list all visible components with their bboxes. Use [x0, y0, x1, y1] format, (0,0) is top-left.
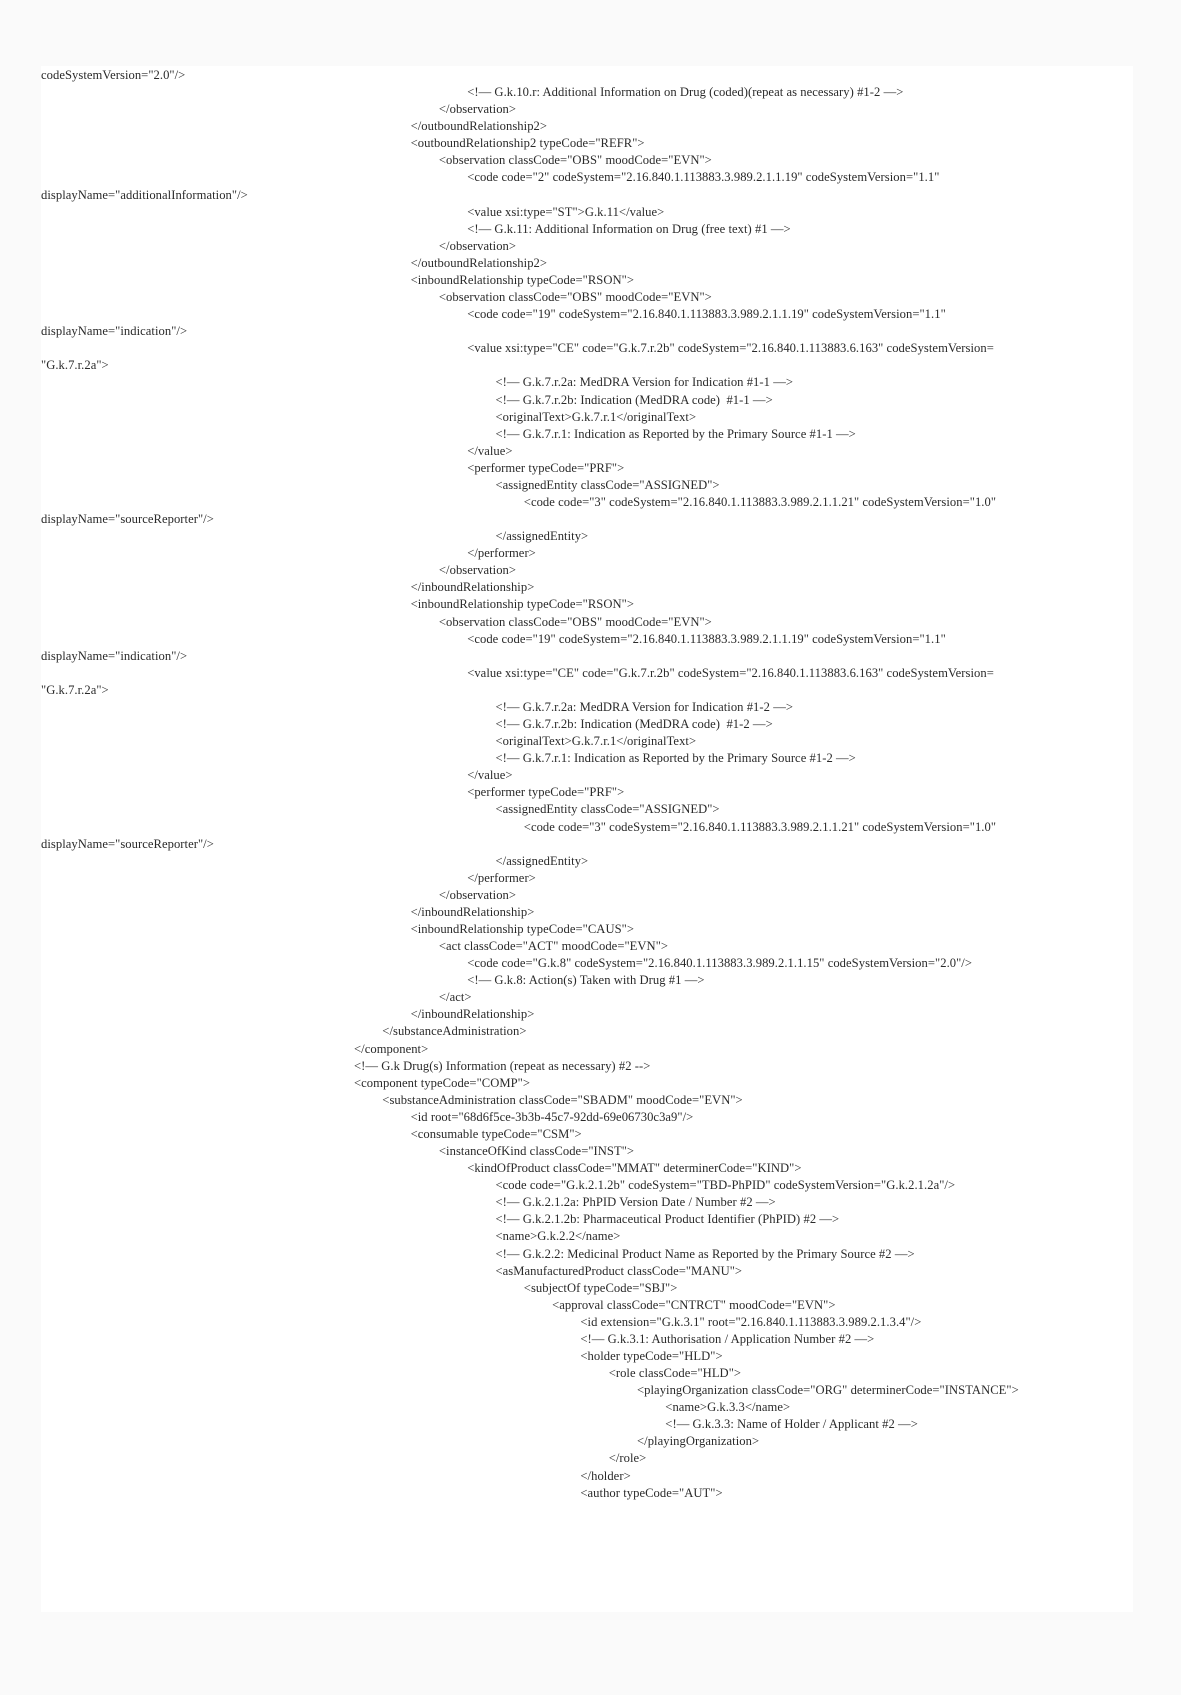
code-line: </role>: [608, 1451, 647, 1466]
code-line: <originalText>G.k.7.r.1</originalText>: [495, 409, 697, 424]
code-line: </outboundRelationship2>: [410, 119, 548, 134]
code-line: </act>: [438, 990, 472, 1005]
code-line: <observation classCode="OBS" moodCode="EVN">: [438, 290, 712, 305]
code-line: <inboundRelationship typeCode="RSON">: [410, 597, 634, 612]
code-line: <code code="2" codeSystem="2.16.840.1.113883.3.989.2.1.1.19" codeSystemVersion="1.1": [467, 170, 940, 185]
code-line: <act classCode="ACT" moodCode="EVN">: [438, 939, 669, 954]
code-line: <name>G.k.3.3</name>: [665, 1400, 791, 1415]
code-line: </inboundRelationship>: [410, 1007, 535, 1022]
code-line: <code code="G.k.2.1.2b" codeSystem="TBD-PhPID" codeSystemVersion="G.k.2.1.2a"/>: [495, 1178, 956, 1193]
code-line: <code code="G.k.8" codeSystem="2.16.840.1.113883.3.989.2.1.1.15" codeSystemVersion="2.0"/>: [467, 956, 973, 971]
code-line: <!— G.k.3.3: Name of Holder / Applicant #2 —>: [665, 1417, 918, 1432]
code-line: <originalText>G.k.7.r.1</originalText>: [495, 734, 697, 749]
code-line: <!— G.k.8: Action(s) Taken with Drug #1 —>: [467, 973, 705, 988]
code-line: <approval classCode="CNTRCT" moodCode="EVN">: [552, 1297, 836, 1312]
code-line: <!— G.k.7.r.1: Indication as Reported by the Primary Source #1-1 —>: [495, 426, 856, 441]
code-line-wrapped: displayName="indication"/>: [41, 648, 188, 663]
code-line-wrapped: displayName="additionalInformation"/>: [41, 187, 248, 202]
code-line: <assignedEntity classCode="ASSIGNED">: [495, 477, 720, 492]
code-line: <!— G.k.2.1.2b: Pharmaceutical Product Identifier (PhPID) #2 —>: [495, 1212, 840, 1227]
code-line: </observation>: [438, 238, 517, 253]
code-line: <observation classCode="OBS" moodCode="EVN">: [438, 153, 712, 168]
code-line: <!— G.k.2.2: Medicinal Product Name as Reported by the Primary Source #2 —>: [495, 1246, 915, 1261]
code-line: <code code="19" codeSystem="2.16.840.1.113883.3.989.2.1.1.19" codeSystemVersion="1.1": [467, 631, 946, 646]
code-line: <!— G.k.7.r.2a: MedDRA Version for Indication #1-2 —>: [495, 699, 793, 714]
code-line: <consumable typeCode="CSM">: [410, 1126, 582, 1141]
code-line: <substanceAdministration classCode="SBADM" moodCode="EVN">: [382, 1092, 743, 1107]
code-line: <id root="68d6f5ce-3b3b-45c7-92dd-69e06730c3a9"/>: [410, 1109, 694, 1124]
code-line: <code code="3" codeSystem="2.16.840.1.113883.3.989.2.1.1.21" codeSystemVersion="1.0": [523, 495, 997, 509]
code-line: <observation classCode="OBS" moodCode="EVN">: [438, 614, 712, 629]
code-line-wrapped: "G.k.7.r.2a">: [41, 358, 109, 373]
code-line: </outboundRelationship2>: [410, 255, 548, 270]
code-line: <inboundRelationship typeCode="RSON">: [410, 272, 634, 287]
code-line: <!— G.k.7.r.2b: Indication (MedDRA code) #1-1 —>: [495, 392, 773, 407]
code-line: </value>: [467, 768, 513, 783]
code-line: </playingOrganization>: [637, 1434, 760, 1449]
code-line: <code code="3" codeSystem="2.16.840.1.113883.3.989.2.1.1.21" codeSystemVersion="1.0": [523, 819, 997, 834]
code-line: </holder>: [580, 1468, 631, 1483]
code-line: <!— G.k.3.1: Authorisation / Application Number #2 —>: [580, 1331, 875, 1346]
code-line: <asManufacturedProduct classCode="MANU">: [495, 1263, 743, 1278]
code-line: </observation>: [438, 887, 517, 902]
code-line-wrapped: displayName="sourceReporter"/>: [41, 836, 214, 851]
code-line: <!— G.k.10.r: Additional Information on Drug (coded)(repeat as necessary) #1-2 —>: [467, 85, 904, 100]
code-line: <!— G.k.2.1.2a: PhPID Version Date / Number #2 —>: [495, 1195, 776, 1210]
code-line: <role classCode="HLD">: [608, 1366, 742, 1381]
code-line: <instanceOfKind classCode="INST">: [438, 1144, 635, 1159]
code-line: </component>: [354, 1041, 429, 1056]
code-line: <!— G.k.7.r.2a: MedDRA Version for Indication #1-1 —>: [495, 375, 793, 390]
code-line: <author typeCode="AUT">: [580, 1485, 723, 1500]
code-line: </observation>: [438, 563, 517, 578]
code-line: </inboundRelationship>: [410, 580, 535, 595]
code-line: </value>: [467, 443, 513, 458]
code-line: <holder typeCode="HLD">: [580, 1349, 723, 1363]
code-line: </performer>: [467, 870, 536, 885]
code-line: <id extension="G.k.3.1" root="2.16.840.1.113883.3.989.2.1.3.4"/>: [580, 1314, 922, 1329]
code-line: <component typeCode="COMP">: [354, 1075, 531, 1090]
code-line: <value xsi:type="CE" code="G.k.7.r.2b" codeSystem="2.16.840.1.113883.6.163" codeSystemVersion=: [467, 665, 994, 680]
code-line: <performer typeCode="PRF">: [467, 460, 625, 475]
code-line: <!— G.k.7.r.2b: Indication (MedDRA code) #1-2 —>: [495, 717, 773, 732]
code-line: </substanceAdministration>: [382, 1024, 527, 1039]
code-line: </observation>: [438, 102, 517, 117]
code-line: </performer>: [467, 546, 536, 561]
code-line: <inboundRelationship typeCode="CAUS">: [410, 922, 634, 936]
code-line: <assignedEntity classCode="ASSIGNED">: [495, 802, 720, 817]
code-line-wrapped: displayName="indication"/>: [41, 324, 188, 339]
code-line: </assignedEntity>: [495, 853, 589, 868]
document-page: [41, 66, 1133, 1612]
code-line: </assignedEntity>: [495, 529, 589, 544]
code-line: <value xsi:type="ST">G.k.11</value>: [467, 204, 665, 219]
code-line: <!— G.k Drug(s) Information (repeat as necessary) #2 -->: [354, 1058, 651, 1073]
code-line: <playingOrganization classCode="ORG" determinerCode="INSTANCE">: [637, 1383, 1019, 1398]
code-line: <!— G.k.11: Additional Information on Drug (free text) #1 —>: [467, 221, 791, 236]
code-line: <code code="19" codeSystem="2.16.840.1.113883.3.989.2.1.1.19" codeSystemVersion="1.1": [467, 307, 946, 322]
code-line: <kindOfProduct classCode="MMAT" determinerCode="KIND">: [467, 1161, 802, 1176]
code-line: <name>G.k.2.2</name>: [495, 1229, 621, 1244]
code-line: <subjectOf typeCode="SBJ">: [523, 1280, 678, 1295]
code-line-wrapped: displayName="sourceReporter"/>: [41, 512, 214, 527]
code-line-wrapped: codeSystemVersion="2.0"/>: [41, 68, 186, 82]
code-line: <value xsi:type="CE" code="G.k.7.r.2b" codeSystem="2.16.840.1.113883.6.163" codeSystemVersion=: [467, 341, 994, 356]
code-line: </inboundRelationship>: [410, 904, 535, 919]
code-line: <outboundRelationship2 typeCode="REFR">: [410, 136, 645, 151]
code-line: <!— G.k.7.r.1: Indication as Reported by the Primary Source #1-2 —>: [495, 751, 856, 766]
code-line-wrapped: "G.k.7.r.2a">: [41, 682, 109, 697]
code-line: <performer typeCode="PRF">: [467, 785, 625, 800]
